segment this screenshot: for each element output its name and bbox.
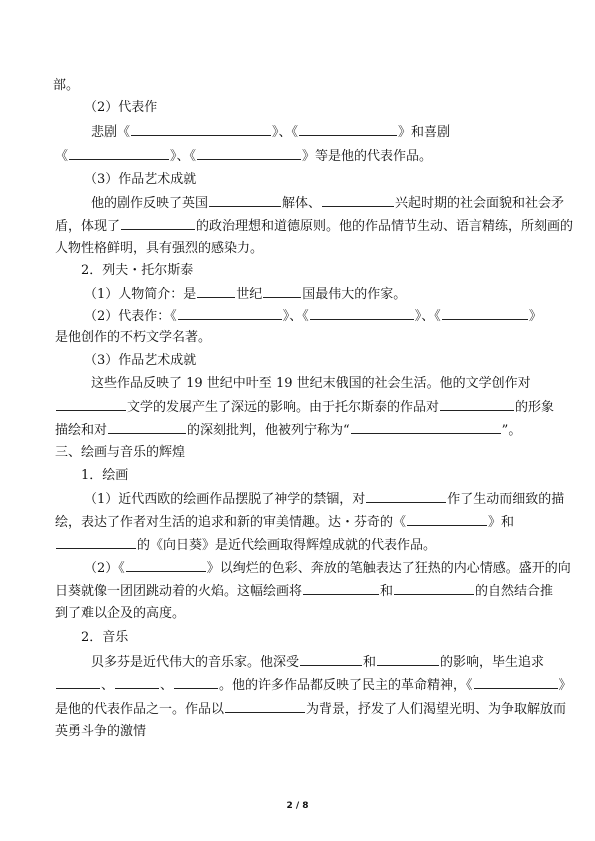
text-run: 贝多芬是近代伟大的音乐家。他深受 xyxy=(91,655,300,670)
text-run: 悲剧《 xyxy=(91,125,131,140)
text-run: 兴起时期的社会面貌和社会矛 xyxy=(395,196,565,211)
text-line xyxy=(91,195,564,211)
text-run: 2．音乐 xyxy=(81,630,129,645)
text-line xyxy=(84,353,196,369)
text-run: 解体、 xyxy=(282,196,322,211)
text-run: 的政治理想和道德原则。他的作品情节生动、语言精练，所刻画的 xyxy=(196,219,574,234)
text-line xyxy=(81,263,193,279)
text-run: （2）《 xyxy=(84,561,125,576)
answer-blank[interactable] xyxy=(407,514,487,526)
text-line xyxy=(53,78,79,94)
text-line xyxy=(81,630,128,646)
text-line xyxy=(84,286,406,302)
text-line xyxy=(84,308,542,324)
text-run: 》和喜剧 xyxy=(398,125,451,140)
text-run: 》 xyxy=(528,309,542,324)
text-run: （2）代表作：《 xyxy=(84,309,177,324)
text-line xyxy=(55,514,514,530)
answer-blank[interactable] xyxy=(377,654,439,666)
answer-blank[interactable] xyxy=(56,537,136,549)
text-run: 描绘和对 xyxy=(55,423,108,438)
text-line xyxy=(55,422,521,438)
text-run: 英勇斗争的激情 xyxy=(55,724,147,739)
text-run: 盾，体现了 xyxy=(55,219,121,234)
text-run: 》、《 xyxy=(282,309,309,324)
answer-blank[interactable] xyxy=(131,124,271,136)
text-run: 绘，表达了作者对生活的追求和新的审美情趣。达・芬奇的《 xyxy=(55,515,407,530)
answer-blank[interactable] xyxy=(225,701,305,713)
text-run: （2）代表作 xyxy=(84,100,158,115)
text-run: 的自然结合推 xyxy=(475,584,554,599)
text-run: 到了难以企及的高度。 xyxy=(55,606,186,621)
text-line xyxy=(91,376,531,392)
answer-blank[interactable] xyxy=(69,148,169,160)
text-run: 1．绘画 xyxy=(81,468,129,483)
answer-blank[interactable] xyxy=(56,677,100,689)
text-run: 国最伟大的作家。 xyxy=(302,287,407,302)
text-run: 和 xyxy=(380,584,394,599)
text-run: 的影响，毕生追求 xyxy=(440,655,545,670)
text-run: 这些作品反映了 19 世纪中叶至 19 世纪末俄国的社会生活。他的文学创作对 xyxy=(91,376,531,391)
text-run: （1）人物简介：是 xyxy=(84,287,197,302)
text-run: 。他的许多作品都反映了民主的革命精神，《 xyxy=(219,678,473,693)
text-run: 《 xyxy=(55,149,69,164)
text-line xyxy=(84,491,564,507)
text-run: 》等是他的代表作品。 xyxy=(302,149,433,164)
answer-blank[interactable] xyxy=(178,308,282,320)
page-number: 2 / 8 xyxy=(286,801,309,811)
answer-blank[interactable] xyxy=(126,560,206,572)
answer-blank[interactable] xyxy=(440,399,514,411)
text-line xyxy=(55,724,146,740)
text-line xyxy=(55,583,553,599)
answer-blank[interactable] xyxy=(442,308,528,320)
answer-blank[interactable] xyxy=(474,677,558,689)
text-line xyxy=(84,560,571,576)
text-line xyxy=(55,241,263,257)
text-run: 的《向日葵》是近代绘画取得辉煌成就的代表作品。 xyxy=(137,538,437,553)
answer-blank[interactable] xyxy=(209,195,281,207)
text-run: （1）近代西欧的绘画作品摆脱了神学的禁锢，对 xyxy=(84,492,366,507)
answer-blank[interactable] xyxy=(197,286,235,298)
text-line xyxy=(55,606,185,622)
text-run: 》、《 xyxy=(170,149,197,164)
text-line xyxy=(81,468,128,484)
text-run: 的形象 xyxy=(515,400,555,415)
text-run: 是他创作的不朽文学名著。 xyxy=(55,330,212,345)
answer-blank[interactable] xyxy=(366,491,446,503)
text-run: 》、《 xyxy=(272,125,299,140)
text-line xyxy=(55,701,566,717)
text-line xyxy=(55,148,432,164)
answer-blank[interactable] xyxy=(121,218,195,230)
answer-blank[interactable] xyxy=(351,422,501,434)
text-line xyxy=(84,100,157,116)
answer-blank[interactable] xyxy=(115,677,159,689)
text-run: 他的剧作反映了英国 xyxy=(91,196,209,211)
answer-blank[interactable] xyxy=(394,583,474,595)
text-run: （3）作品艺术成就 xyxy=(84,172,197,187)
answer-blank[interactable] xyxy=(56,399,126,411)
text-run: 》、《 xyxy=(414,309,441,324)
text-line xyxy=(55,537,436,553)
text-run: 、 xyxy=(160,678,174,693)
answer-blank[interactable] xyxy=(263,286,301,298)
text-run: 是他的代表作品之一。作品以 xyxy=(55,702,225,717)
text-run: 为背景，抒发了人们渴望光明、为争取解放而 xyxy=(306,702,567,717)
text-run: 部。 xyxy=(53,78,80,93)
text-line xyxy=(55,399,554,415)
text-run: 》 xyxy=(558,678,572,693)
answer-blank[interactable] xyxy=(300,654,362,666)
text-run: 人物性格鲜明，具有强烈的感染力。 xyxy=(55,241,264,256)
answer-blank[interactable] xyxy=(174,677,218,689)
text-line xyxy=(91,654,544,670)
text-line xyxy=(55,677,572,693)
text-run: 日葵就像一团团跳动着的火焰。这幅绘画将 xyxy=(55,584,303,599)
answer-blank[interactable] xyxy=(303,583,379,595)
text-line xyxy=(55,330,211,346)
text-run: 和 xyxy=(363,655,377,670)
answer-blank[interactable] xyxy=(322,195,394,207)
text-run: 世纪 xyxy=(236,287,263,302)
text-run: 三、绘画与音乐的辉煌 xyxy=(55,445,186,460)
text-run: 2．列夫・托尔斯泰 xyxy=(81,263,194,278)
text-run: 、 xyxy=(101,678,115,693)
text-line xyxy=(84,172,196,188)
text-line xyxy=(55,218,573,234)
answer-blank[interactable] xyxy=(299,124,397,136)
text-run: （3）作品艺术成就 xyxy=(84,353,197,368)
text-run: 文学的发展产生了深远的影响。由于托尔斯泰的作品对 xyxy=(127,400,440,415)
text-run: ”。 xyxy=(501,423,522,438)
text-run: 作了生动而细致的描 xyxy=(447,492,565,507)
text-run: 》以绚烂的色彩、奔放的笔触表达了狂热的内心情感。盛开的向 xyxy=(206,561,571,576)
answer-blank[interactable] xyxy=(108,422,186,434)
text-run: 的深刻批判，他被列宁称为“ xyxy=(187,423,350,438)
text-run: 》和 xyxy=(488,515,515,530)
answer-blank[interactable] xyxy=(197,148,301,160)
answer-blank[interactable] xyxy=(310,308,414,320)
text-line xyxy=(55,445,185,461)
text-line xyxy=(91,124,450,140)
